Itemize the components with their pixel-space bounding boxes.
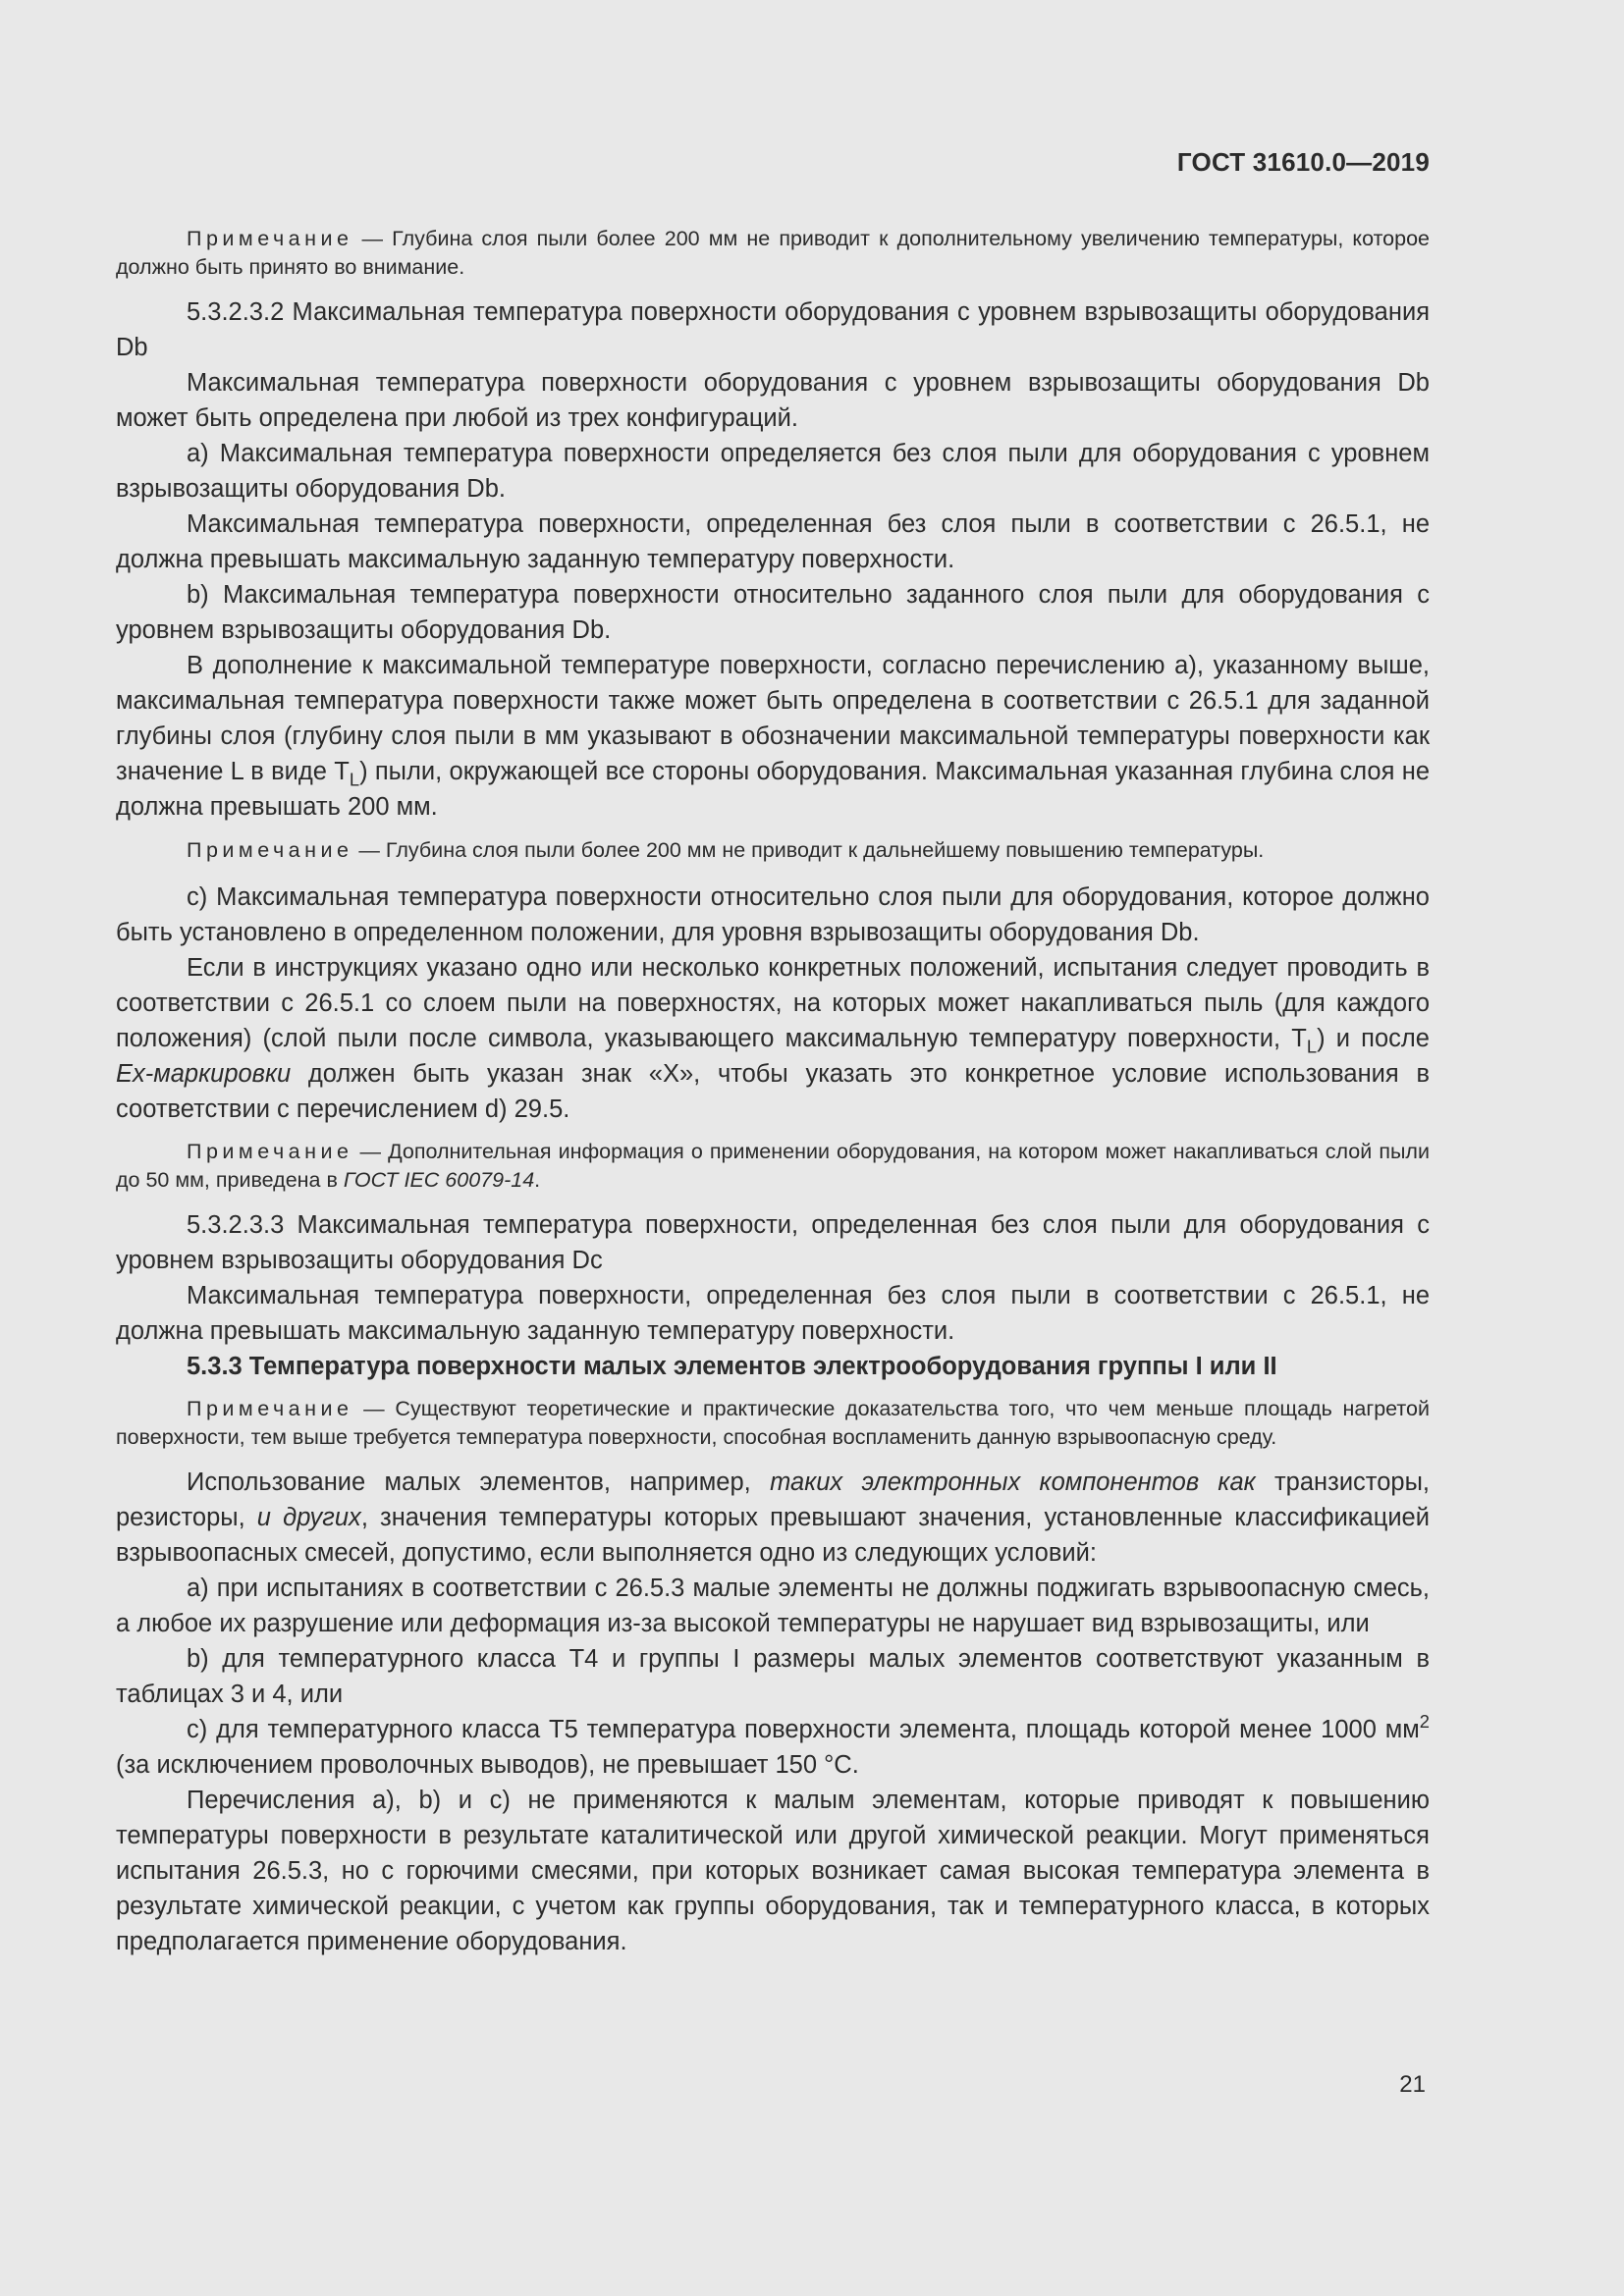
list-item-b: b) Максимальная температура поверхности относительно заданного слоя пыли для оборудования с уровнем взрывозащиты оборудования Db. [116,581,1430,644]
text-run: транзисторы, резисторы, [116,1468,1430,1531]
subscript: L [349,769,360,790]
note-text: — Дополнительная информация о применении оборудования, на котором может накапливаться слой пыли до 50 мм, приведена в [116,1140,1430,1192]
list-item-a: а) Максимальная температура поверхности определяется без слоя пыли для оборудования с уровнем взрывозащиты оборудования Db. [116,440,1430,503]
paragraph: Максимальная температура поверхности, определенная без слоя пыли в соответствии с 26.5.1, не должна превышать максимальную заданную температуру поверхности. [116,510,1430,573]
note-text: — Глубина слоя пыли более 200 мм не приводит к дальнейшему повышению температуры. [352,838,1265,862]
note-text: — Глубина слоя пыли более 200 мм не приводит к дополнительному увеличению температуры, которое должно быть принято во внимание. [116,227,1430,279]
standard-reference: ГОСТ IEC 60079-14 [343,1168,535,1192]
note-label: Примечание [187,838,353,862]
page-content [116,225,1430,1959]
list-item-a: а) при испытаниях в соответствии с 26.5.3 малые элементы не должны поджигать взрывоопасную смесь, а любое их разрушение или деформация из-за высокой температуры не нарушает вид взрывозащиты, или [116,1575,1430,1637]
note-label: Примечание [187,227,353,250]
text-run: должен быть указан знак «X», чтобы указать это конкретное условие использования в соответствии с перечислением d) 29.5. [116,1060,1430,1123]
text-run: Если в инструкциях указано одно или несколько конкретных положений, испытания следует проводить в соответствии с 26.5.1 со слоем пыли на поверхностях, на которых может накапливаться пыль (для каждого положения) (слой пыли после символа, указывающего максимальную температуру поверхности, T [116,954,1430,1052]
paragraph: Максимальная температура поверхности оборудования с уровнем взрывозащиты оборудования Db может быть определена при любой из трех конфигураций. [116,369,1430,432]
section-5-3-2-3-3: 5.3.2.3.3 Максимальная температура поверхности, определенная без слоя пыли для оборудования с уровнем взрывозащиты оборудования Dc [116,1211,1430,1274]
emphasis: таких электронных компонентов как [770,1468,1256,1496]
text-run: ) и после [1317,1025,1430,1052]
note-2 [116,836,1430,865]
text-run: (за исключением проволочных выводов), не превышает 150 °С. [116,1751,859,1779]
paragraph [116,1465,1430,1571]
paragraph [116,648,1430,825]
text-run: В дополнение к максимальной температуре поверхности, согласно перечислению а), указанному выше, максимальная температура поверхности также может быть определена в соответствии с 26.5.1 для заданной глубины слоя (глубину слоя пыли в мм указывают в обозначении максимальной температуры поверхности как значение L в виде T [116,652,1430,785]
list-item-c [116,1712,1430,1783]
text-run: с) для температурного класса T5 температура поверхности элемента, площадь которой менее 1000 мм [187,1716,1420,1743]
list-item-c: с) Максимальная температура поверхности относительно слоя пыли для оборудования, которое должно быть установлено в определенном положении, для уровня взрывозащиты оборудования Db. [116,883,1430,946]
list-item-b: b) для температурного класса T4 и группы I размеры малых элементов соответствуют указанным в таблицах 3 и 4, или [116,1645,1430,1708]
emphasis: Ex-маркировки [116,1060,292,1088]
text-run: . [534,1168,541,1192]
note-text: — Существуют теоретические и практические доказательства того, что чем меньше площадь нагретой поверхности, тем выше требуется температура поверхности, способная воспламенить данную взрывоопасную среду. [116,1397,1430,1449]
paragraph: Максимальная температура поверхности, определенная без слоя пыли в соответствии с 26.5.1, не должна превышать максимальную заданную температуру поверхности. [116,1282,1430,1345]
note-label: Примечание [187,1140,353,1163]
note-1 [116,225,1430,282]
section-5-3-2-3-2: 5.3.2.3.2 Максимальная температура поверхности оборудования с уровнем взрывозащиты оборудования Db [116,298,1430,361]
text-run: Использование малых элементов, например, [187,1468,771,1496]
text-run: , значения температуры которых превышают значения, установленные классификацией взрывоопасных смесей, допустимо, если выполняется одно из следующих условий: [116,1504,1430,1567]
page-number: 21 [1399,2071,1426,2098]
superscript: 2 [1419,1710,1430,1732]
emphasis: и других [256,1504,361,1531]
text-run: ) пыли, окружающей все стороны оборудования. Максимальная указанная глубина слоя не должна превышать 200 мм. [116,758,1430,821]
paragraph: Перечисления а), b) и с) не применяются к малым элементам, которые приводят к повышению температуры поверхности в результате каталитической или другой химической реакции. Могут применяться испытания 26.5.3, но с горючими смесями, при которых возникает самая высокая температура элемента в результате химической реакции, с учетом как группы оборудования, так и температурного класса, в которых предполагается применение оборудования. [116,1787,1430,1955]
note-4 [116,1395,1430,1452]
subscript: L [1306,1036,1318,1057]
paragraph [116,950,1430,1127]
document-header: ГОСТ 31610.0—2019 [1176,147,1430,177]
note-label: Примечание [187,1397,353,1420]
section-heading-5-3-3: 5.3.3 Температура поверхности малых элементов электрооборудования группы I или II [187,1353,1277,1380]
note-3 [116,1138,1430,1195]
